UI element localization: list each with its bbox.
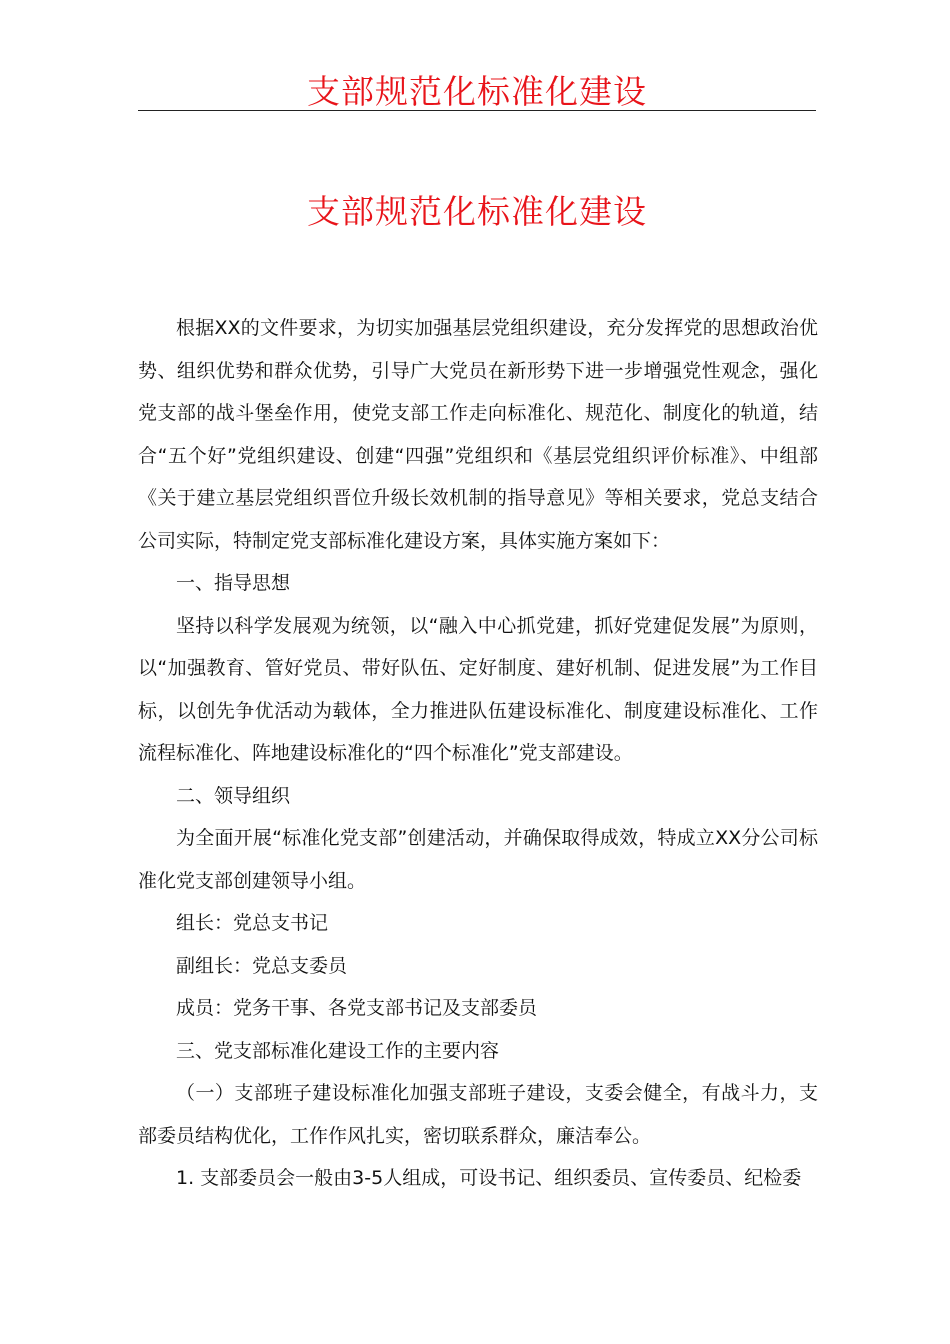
leadership-paragraph: 为全面开展“标准化党支部”创建活动，并确保取得成效，特成立XX分公司标准化党支部创建领导小组。 — [138, 827, 818, 892]
document-body — [138, 307, 818, 1200]
deputy-leader-line: 副组长：党总支委员 — [176, 954, 348, 977]
guiding-ideology-paragraph: 坚持以科学发展观为统领，以“融入中心抓党建，抓好党建促发展”为原则，以“加强教育、管好党员、带好队伍、定好制度、建好机制、促进发展”为工作目标，以创先争优活动为载体，全力推进队伍建设标准化、制度建设标准化、工作流程标准化、阵地建设标准化的“四个标准化”党支部建设。 — [138, 614, 818, 764]
header-divider — [138, 110, 816, 111]
section-heading-guiding-ideology: 一、指导思想 — [176, 572, 291, 594]
section-heading-leadership: 二、领导组织 — [176, 784, 291, 807]
subsection-paragraph-1: （一）支部班子建设标准化加强支部班子建设，支委会健全，有战斗力，支部委员结构优化，工作作风扎实，密切联系群众，廉洁奉公。 — [138, 1082, 818, 1147]
members-line: 成员：党务干事、各党支部书记及支部委员 — [176, 997, 538, 1019]
leader-line: 组长：党总支书记 — [176, 912, 329, 934]
document-title: 支部规范化标准化建设 — [307, 192, 647, 231]
running-header-title: 支部规范化标准化建设 — [307, 72, 647, 111]
section-heading-main-content: 三、党支部标准化建设工作的主要内容 — [176, 1039, 500, 1062]
numbered-item-1: 1. 支部委员会一般由3-5人组成，可设书记、组织委员、宣传委员、纪检委 — [176, 1167, 802, 1189]
intro-paragraph: 根据XX的文件要求，为切实加强基层党组织建设，充分发挥党的思想政治优势、组织优势和群众优势，引导广大党员在新形势下进一步增强党性观念，强化党支部的战斗堡垒作用，使党支部工作走向标准化、规范化、制度化的轨道，结合“五个好”党组织建设、创建“四强”党组织和《基层党组织评价标准》、中组部《关于建立基层党组织晋位升级长效机制的指导意见》等相关要求，党总支结合公司实际，特制定党支部标准化建设方案，具体实施方案如下： — [138, 317, 818, 552]
